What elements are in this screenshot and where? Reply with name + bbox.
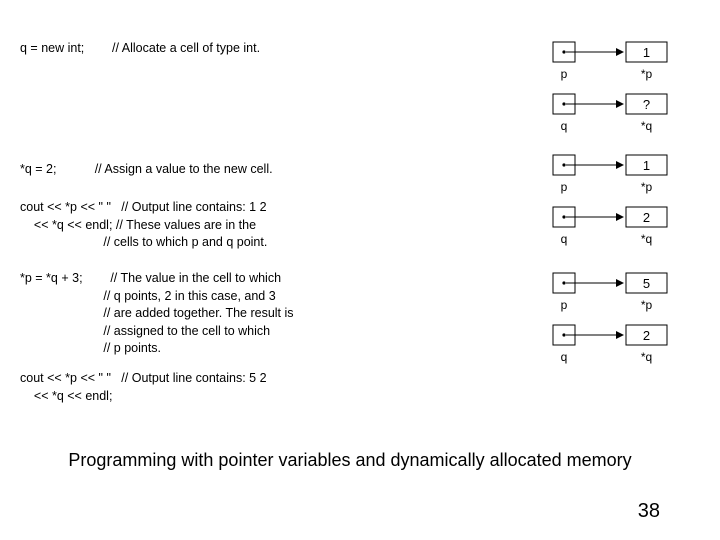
cell-label: *q — [640, 350, 653, 364]
cell-label: *q — [640, 119, 653, 133]
pointer-dot — [562, 333, 565, 336]
pointer-label: q — [560, 119, 568, 133]
code-line: q = new int; // Allocate a cell of type int. — [20, 41, 261, 55]
code-line: // are added together. The result is — [20, 306, 294, 320]
pointer-label: p — [560, 298, 568, 312]
slide-caption: Programming with pointer variables and dynamically allocated memory — [68, 450, 632, 470]
cell-label: *p — [640, 298, 653, 312]
code-line: *p = *q + 3; // The value in the cell to which — [20, 271, 282, 285]
cell-value: ? — [642, 97, 651, 112]
cell-label: *q — [640, 232, 653, 246]
cell-value: 1 — [642, 45, 651, 60]
pointer-label: q — [560, 232, 568, 246]
code-line: *q = 2; // Assign a value to the new cell. — [20, 162, 273, 176]
pointer-dot — [562, 163, 565, 166]
pointer-dot — [562, 281, 565, 284]
cell-value: 5 — [642, 276, 651, 291]
code-line: // cells to which p and q point. — [20, 235, 268, 249]
pointer-label: p — [560, 67, 568, 81]
cell-label: *p — [640, 67, 653, 81]
page-number: 38 — [637, 500, 660, 522]
code-line: // p points. — [20, 341, 162, 355]
pointer-dot — [562, 215, 565, 218]
code-line: // q points, 2 in this case, and 3 — [20, 288, 276, 303]
code-line: << *q << endl; // These values are in the — [20, 217, 257, 232]
pointer-dot — [562, 50, 565, 53]
cell-value: 1 — [642, 158, 651, 173]
cell-label: *p — [640, 180, 653, 194]
code-line: cout << *p << " " // Output line contains: 1 2 — [20, 200, 267, 214]
pointer-label: p — [560, 180, 568, 194]
code-line: // assigned to the cell to which — [20, 323, 271, 338]
code-line: << *q << endl; — [20, 388, 113, 403]
cell-value: 2 — [642, 210, 651, 225]
pointer-label: q — [560, 350, 568, 364]
cell-value: 2 — [642, 328, 651, 343]
code-line: cout << *p << " " // Output line contains: 5 2 — [20, 371, 267, 385]
pointer-dot — [562, 102, 565, 105]
